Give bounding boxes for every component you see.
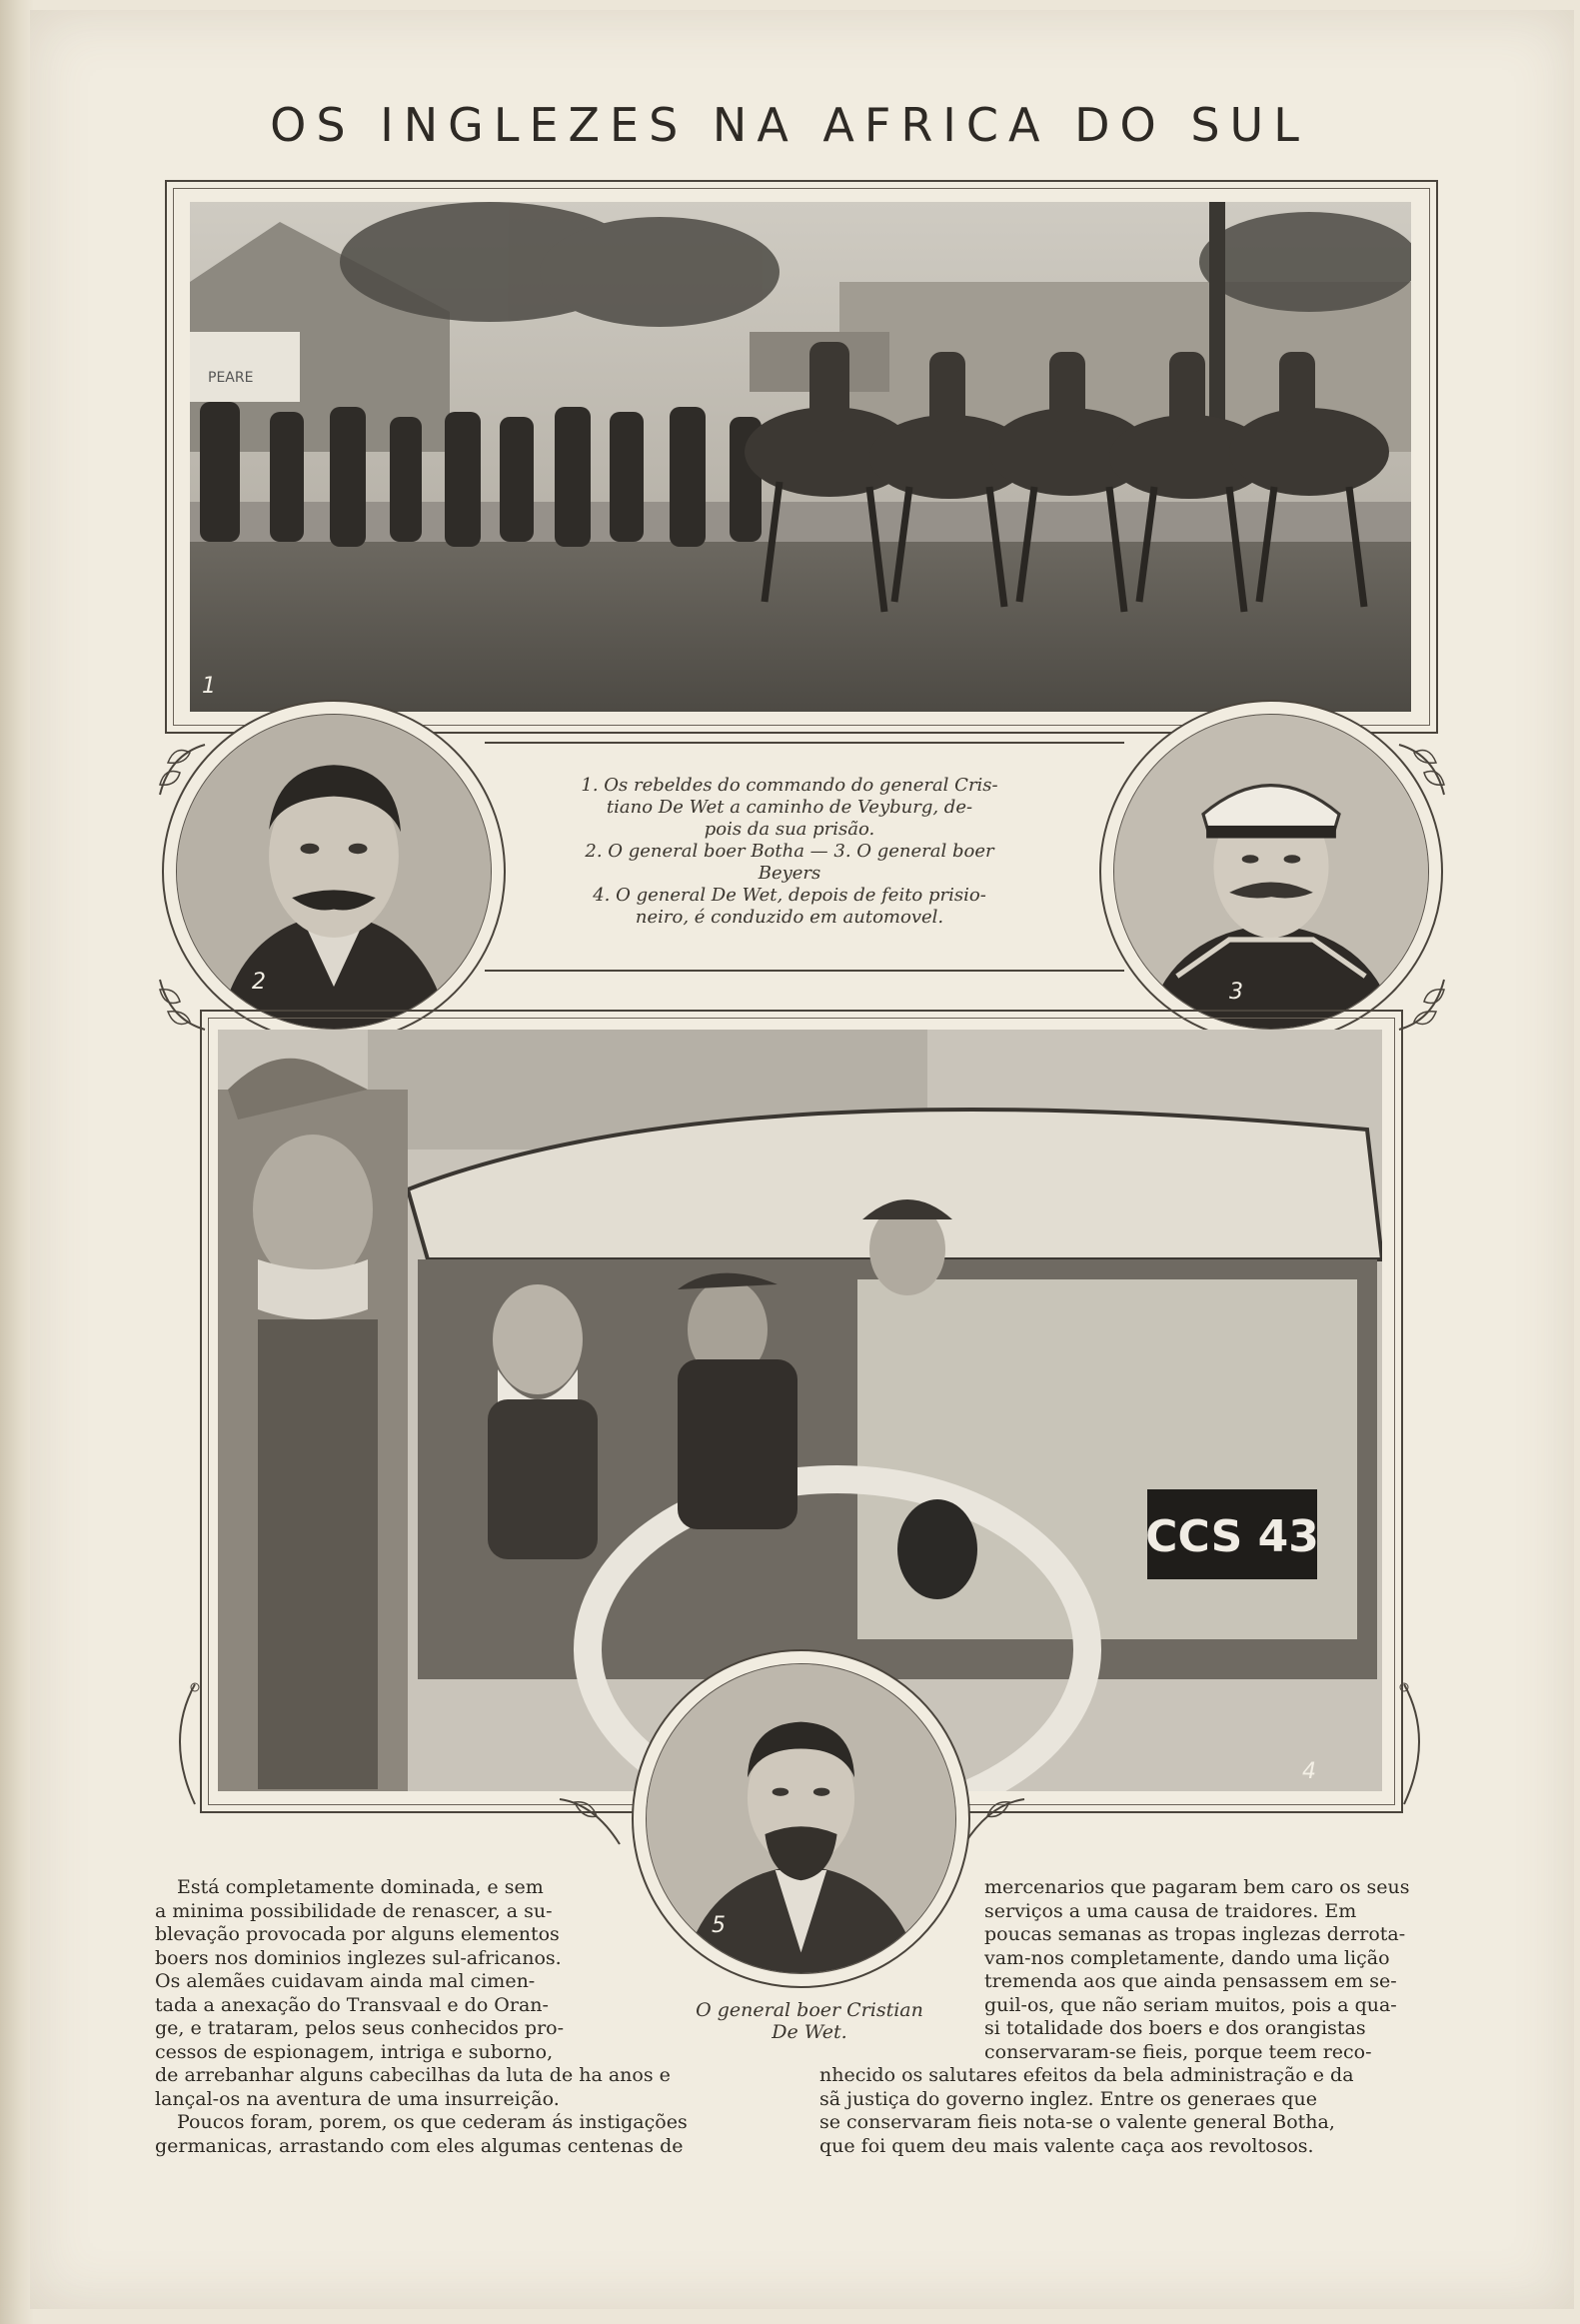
article-line: Os alemães cuidavam ainda mal cimen- — [155, 1970, 536, 1992]
leaf-ornament-far-left-bottom — [155, 1679, 205, 1809]
article-line: a minima possibilidade de renascer, a su- — [155, 1899, 553, 1922]
article-line: mercenarios que pagaram bem caro os seus — [984, 1876, 1410, 1898]
article-line: serviços a uma causa de traidores. Em — [984, 1899, 1357, 1922]
leaf-ornament-right-mid — [1394, 970, 1454, 1040]
page-title: OS INGLEZES NA AFRICA DO SUL — [270, 98, 1309, 152]
article-line: tremenda aos que ainda pensassem em se- — [984, 1970, 1397, 1992]
caption-line: pois da sua prisão. — [704, 819, 875, 840]
portrait-2-photo — [176, 714, 492, 1030]
caption-line: 2. O general boer Botha — 3. O general boer — [585, 841, 994, 862]
article-line: conservaram-se fieis, porque teem reco- — [984, 2040, 1372, 2063]
article-line: germanicas, arrastando com eles algumas centenas de — [155, 2134, 684, 2157]
article-line: boers nos dominios inglezes sul-africanos. — [155, 1946, 562, 1969]
article-line: sã justiça do governo inglez. Entre os generaes que — [819, 2087, 1317, 2110]
article-line: se conservaram fieis nota-se o valente general Botha, — [819, 2111, 1335, 2133]
portrait-3-number: 3 — [1229, 980, 1243, 1005]
photo-1-soldiers-march — [190, 202, 1411, 712]
article-line: Está completamente dominada, e sem — [177, 1876, 544, 1898]
article-line: ge, e trataram, pelos seus conhecidos pro- — [155, 2017, 565, 2039]
article-line: poucas semanas as tropas inglezas derrota- — [984, 1923, 1406, 1945]
article-left-column-full — [155, 2064, 775, 2158]
article-line: blevação provocada por alguns elementos — [155, 1923, 560, 1945]
article-line: que foi quem deu mais valente caça aos revoltosos. — [819, 2134, 1314, 2157]
caption-line: neiro, é conduzido em automovel. — [635, 907, 944, 928]
article-line: Poucos foram, porem, os que cederam ás instigações — [177, 2111, 688, 2133]
portrait-5-caption — [660, 1999, 959, 2043]
portrait-5-number: 5 — [712, 1913, 726, 1938]
article-line: lançal-os na aventura de uma insurreição. — [155, 2087, 560, 2110]
portrait-2-number: 2 — [252, 970, 266, 995]
caption-line: tiano De Wet a caminho de Veyburg, de- — [606, 797, 973, 818]
portrait-3-medallion — [1099, 700, 1443, 1044]
article-line: guil-os, que não seriam muitos, pois a qua- — [984, 1993, 1397, 2016]
page-gutter — [0, 0, 34, 2324]
photo-1-number: 1 — [202, 674, 216, 699]
article-line: nhecido os salutares efeitos da bela administração e da — [819, 2064, 1354, 2086]
caption-line: 1. Os rebeldes do commando do general Cris- — [581, 775, 998, 796]
article-left-column — [155, 1876, 620, 2064]
photo-4-number: 4 — [1302, 1759, 1316, 1784]
license-plate-text: CCS 43 — [1145, 1511, 1319, 1562]
portrait-2-medallion — [162, 700, 506, 1044]
leaf-ornament-left-bottom — [555, 1794, 625, 1849]
portrait-3-photo — [1113, 714, 1429, 1030]
article-right-column — [984, 1876, 1439, 2064]
portrait-5-caption-line: De Wet. — [772, 2021, 847, 2043]
article-line: de arrebanhar alguns cabecilhas da luta de ha anos e — [155, 2064, 671, 2086]
portrait-5-medallion — [632, 1649, 970, 1988]
photo-captions — [545, 775, 1034, 929]
caption-line: 4. O general De Wet, depois de feito prisio- — [593, 885, 986, 906]
article-line: si totalidade dos boers e dos orangistas — [984, 2017, 1366, 2039]
caption-panel-bottom-rule — [485, 970, 1124, 972]
portrait-5-photo — [646, 1663, 956, 1974]
portrait-5-caption-line: O general boer Cristian — [696, 1999, 923, 2021]
article-line: cessos de espionagem, intriga e suborno, — [155, 2040, 554, 2063]
article-right-column-full — [819, 2064, 1439, 2158]
leaf-ornament-far-right-bottom — [1394, 1679, 1444, 1809]
photo-1-sign-text: PEARE — [208, 370, 254, 386]
leaf-ornament-left-top — [150, 735, 210, 805]
article-line: vam-nos completamente, dando uma lição — [984, 1946, 1390, 1969]
caption-panel-top-rule — [485, 742, 1124, 744]
caption-line: Beyers — [758, 863, 821, 884]
article-line: tada a anexação do Transvaal e do Oran- — [155, 1993, 549, 2016]
leaf-ornament-right-top — [1394, 735, 1454, 805]
